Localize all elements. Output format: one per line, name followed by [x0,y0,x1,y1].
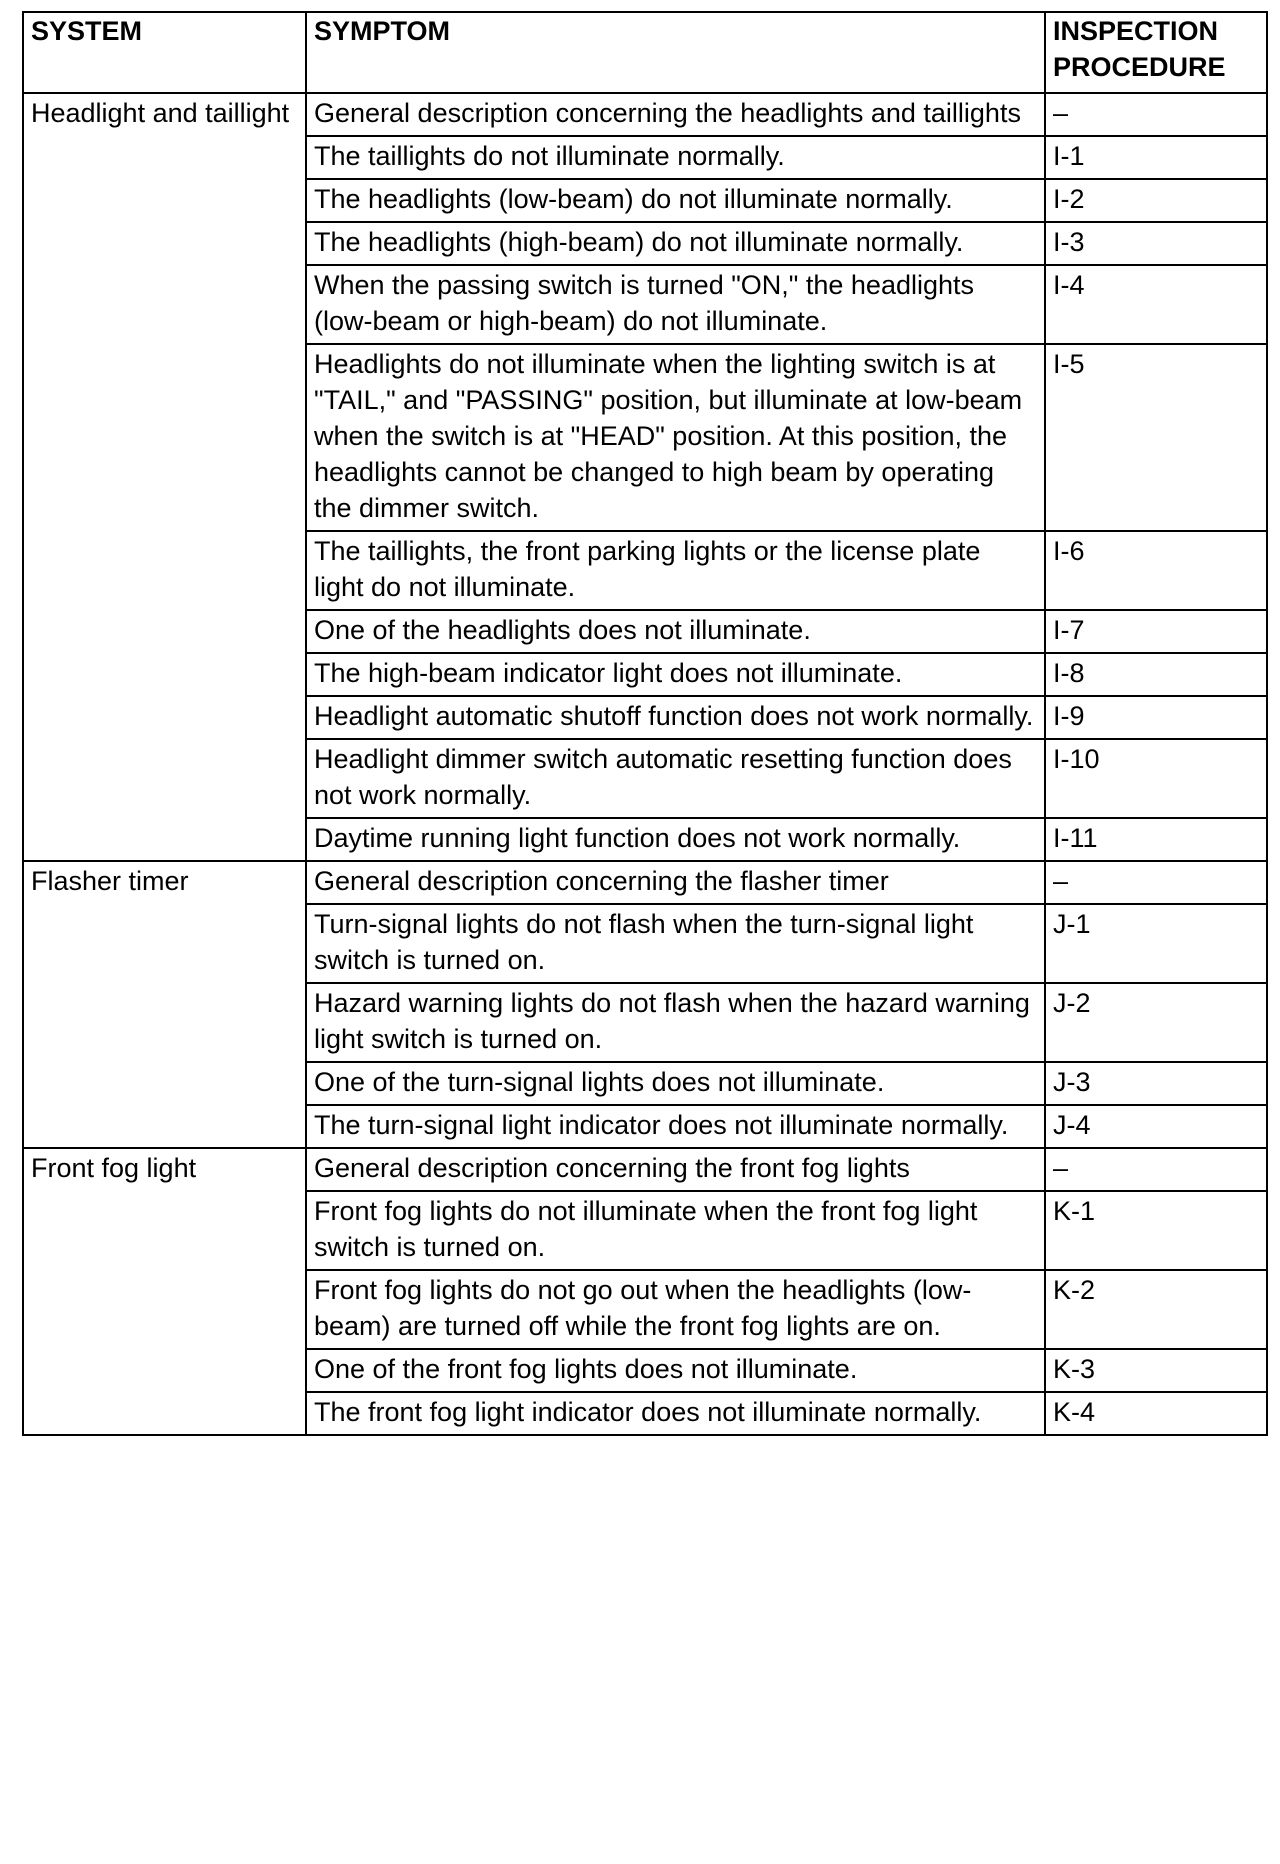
inspection-procedure-cell: – [1045,93,1267,136]
inspection-procedure-cell: I-6 [1045,531,1267,610]
table-row [23,93,1267,136]
header-symptom: SYMPTOM [306,12,1045,93]
inspection-table [22,11,1268,1436]
inspection-procedure-cell: K-1 [1045,1191,1267,1270]
system-cell: Headlight and taillight [23,93,306,861]
inspection-procedure-cell: I-7 [1045,610,1267,653]
table-header-row [23,12,1267,93]
symptom-cell: The headlights (low-beam) do not illuminate normally. [306,179,1045,222]
symptom-cell: Headlight dimmer switch automatic resetting function does not work normally. [306,739,1045,818]
symptom-cell: One of the turn-signal lights does not illuminate. [306,1062,1045,1105]
header-system: SYSTEM [23,12,306,93]
inspection-procedure-cell: K-3 [1045,1349,1267,1392]
inspection-procedure-cell: J-3 [1045,1062,1267,1105]
symptom-cell: Headlights do not illuminate when the lighting switch is at "TAIL," and "PASSING" position, but illuminate at low-beam when the switch is at "HEAD" position. At this position, the headlights cannot be changed to high beam by operating the dimmer switch. [306,344,1045,531]
inspection-procedure-cell: I-5 [1045,344,1267,531]
symptom-cell: One of the headlights does not illuminate. [306,610,1045,653]
inspection-procedure-cell: – [1045,861,1267,904]
inspection-procedure-cell: J-4 [1045,1105,1267,1148]
symptom-cell: Front fog lights do not go out when the headlights (low-beam) are turned off while the front fog lights are on. [306,1270,1045,1349]
symptom-cell: Front fog lights do not illuminate when the front fog light switch is turned on. [306,1191,1045,1270]
symptom-cell: The headlights (high-beam) do not illuminate normally. [306,222,1045,265]
inspection-procedure-cell: I-2 [1045,179,1267,222]
table-row [23,1148,1267,1191]
system-cell: Front fog light [23,1148,306,1435]
header-inspection-procedure: INSPECTION PROCEDURE [1045,12,1267,93]
symptom-cell: General description concerning the headlights and taillights [306,93,1045,136]
symptom-cell: Headlight automatic shutoff function does not work normally. [306,696,1045,739]
symptom-cell: The turn-signal light indicator does not illuminate normally. [306,1105,1045,1148]
inspection-procedure-cell: I-10 [1045,739,1267,818]
symptom-cell: The high-beam indicator light does not illuminate. [306,653,1045,696]
inspection-procedure-cell: K-4 [1045,1392,1267,1435]
symptom-cell: When the passing switch is turned "ON," the headlights (low-beam or high-beam) do not illuminate. [306,265,1045,344]
symptom-cell: Hazard warning lights do not flash when the hazard warning light switch is turned on. [306,983,1045,1062]
symptom-cell: The taillights, the front parking lights or the license plate light do not illuminate. [306,531,1045,610]
inspection-procedure-cell: J-1 [1045,904,1267,983]
symptom-cell: One of the front fog lights does not illuminate. [306,1349,1045,1392]
symptom-cell: Daytime running light function does not work normally. [306,818,1045,861]
inspection-procedure-cell: I-1 [1045,136,1267,179]
table-row [23,861,1267,904]
symptom-cell: The front fog light indicator does not illuminate normally. [306,1392,1045,1435]
inspection-procedure-cell: I-4 [1045,265,1267,344]
system-cell: Flasher timer [23,861,306,1148]
table-body [23,93,1267,1435]
inspection-procedure-cell: J-2 [1045,983,1267,1062]
symptom-cell: Turn-signal lights do not flash when the turn-signal light switch is turned on. [306,904,1045,983]
inspection-procedure-cell: K-2 [1045,1270,1267,1349]
symptom-cell: General description concerning the flasher timer [306,861,1045,904]
inspection-procedure-cell: I-9 [1045,696,1267,739]
symptom-cell: The taillights do not illuminate normally. [306,136,1045,179]
inspection-procedure-cell: – [1045,1148,1267,1191]
inspection-procedure-cell: I-11 [1045,818,1267,861]
symptom-cell: General description concerning the front fog lights [306,1148,1045,1191]
inspection-procedure-cell: I-8 [1045,653,1267,696]
inspection-procedure-cell: I-3 [1045,222,1267,265]
